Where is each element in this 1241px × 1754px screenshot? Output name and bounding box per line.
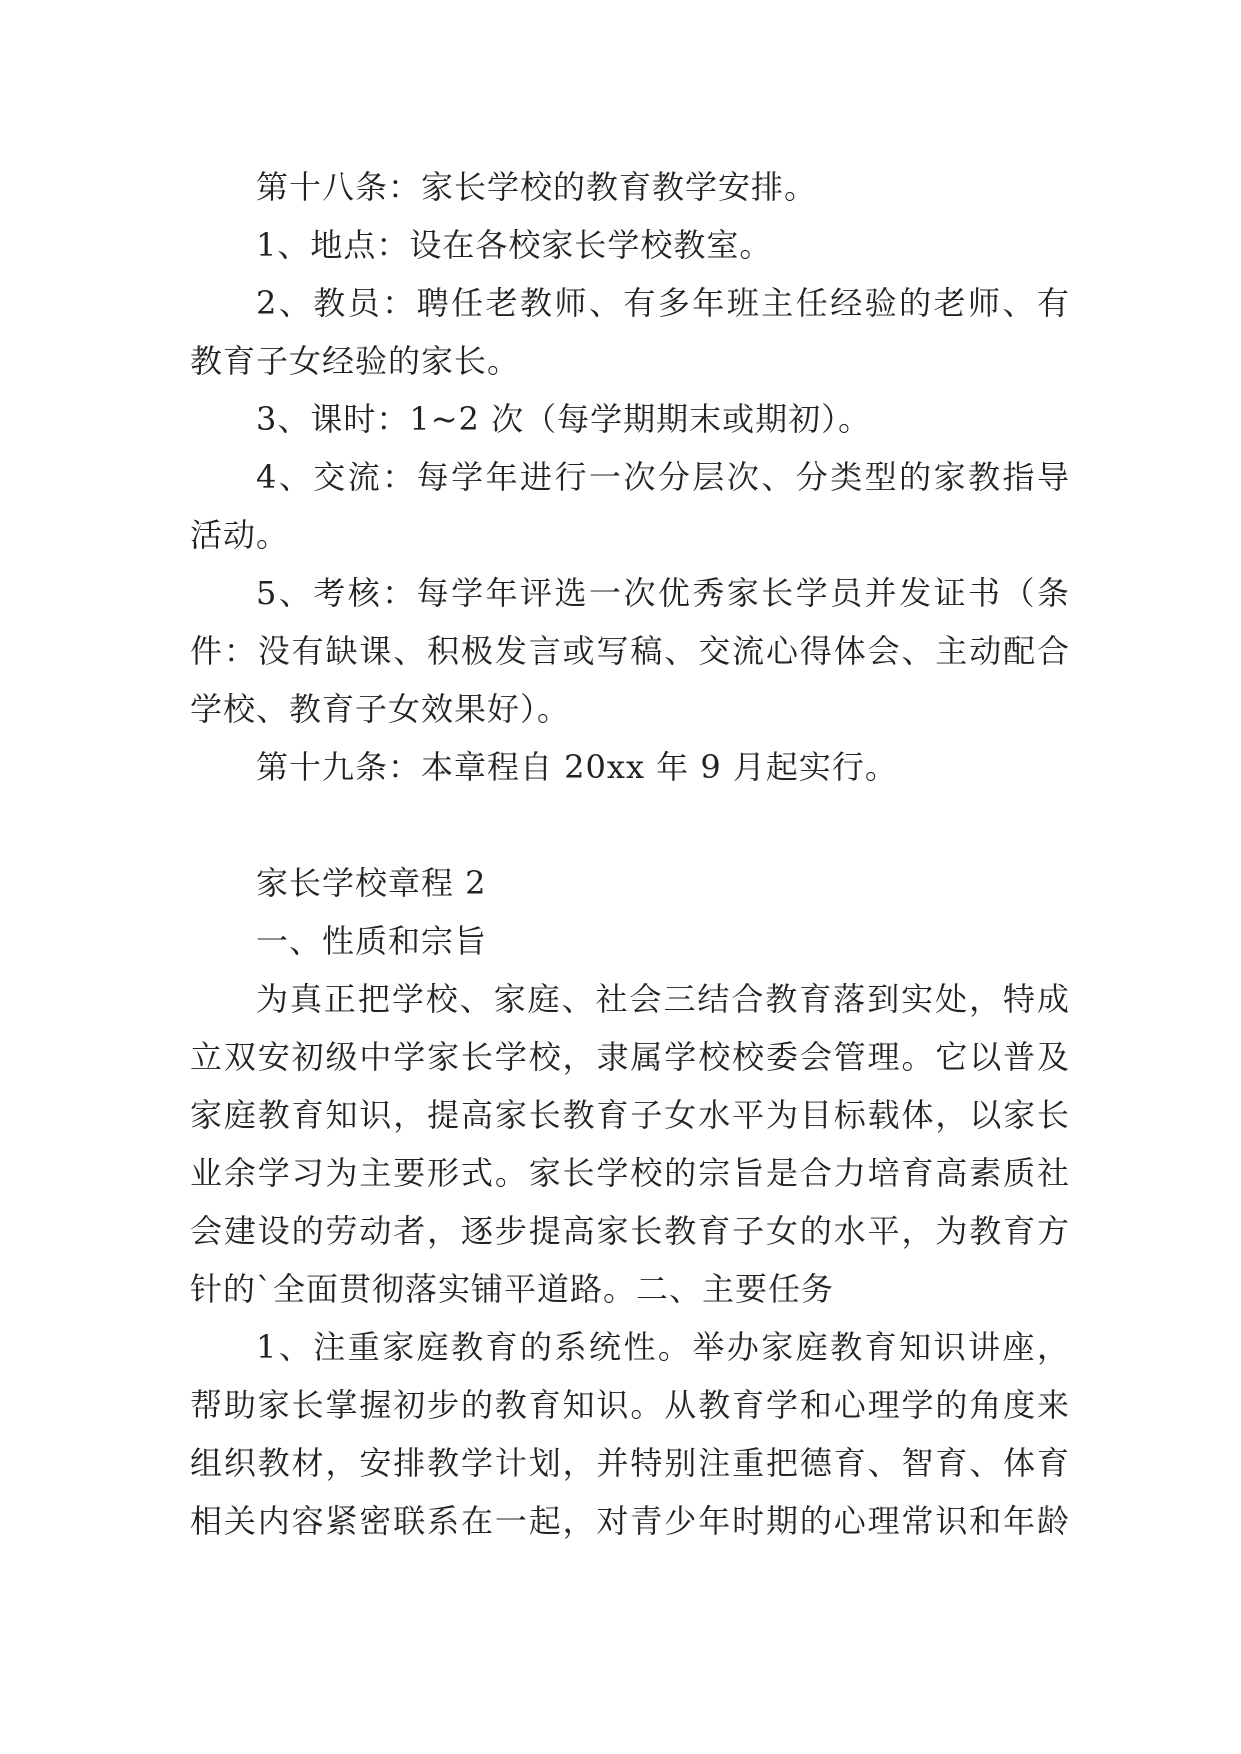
paragraph-line: 活动。: [190, 516, 290, 554]
paragraph-line: 第十九条：本章程自 20xx 年 9 月起实行。: [256, 748, 898, 786]
section-title: 家长学校章程 2: [256, 864, 487, 902]
paragraph-line: 4、交流：每学年进行一次分层次、分类型的家教指导: [256, 458, 1070, 496]
paragraph-line: 家庭教育知识，提高家长教育子女水平为目标载体，以家长: [190, 1096, 1070, 1134]
paragraph-line: 为真正把学校、家庭、社会三结合教育落到实处，特成: [256, 980, 1070, 1018]
paragraph-line: 1、地点：设在各校家长学校教室。: [256, 226, 773, 264]
paragraph-line: 件：没有缺课、积极发言或写稿、交流心得体会、主动配合: [190, 632, 1070, 670]
paragraph-line: 3、课时：1~2 次（每学期期末或期初）。: [256, 400, 872, 438]
paragraph-line: 会建设的劳动者，逐步提高家长教育子女的水平，为教育方: [190, 1212, 1070, 1250]
paragraph-line: 相关内容紧密联系在一起，对青少年时期的心理常识和年龄: [190, 1502, 1070, 1540]
paragraph-line: 帮助家长掌握初步的教育知识。从教育学和心理学的角度来: [190, 1386, 1070, 1424]
section-heading: 一、性质和宗旨: [256, 922, 488, 960]
paragraph-line: 立双安初级中学家长学校，隶属学校校委会管理。它以普及: [190, 1038, 1070, 1076]
paragraph-line: 第十八条：家长学校的教育教学安排。: [256, 168, 818, 206]
paragraph-line: 业余学习为主要形式。家长学校的宗旨是合力培育高素质社: [190, 1154, 1070, 1192]
paragraph-line: 学校、教育子女效果好）。: [190, 690, 571, 728]
paragraph-line: 针的`全面贯彻落实铺平道路。二、主要任务: [190, 1270, 835, 1308]
paragraph-line: 1、注重家庭教育的系统性。举办家庭教育知识讲座，: [256, 1328, 1070, 1366]
paragraph-line: 5、考核：每学年评选一次优秀家长学员并发证书（条: [256, 574, 1070, 612]
paragraph-line: 组织教材，安排教学计划，并特别注重把德育、智育、体育: [190, 1444, 1070, 1482]
paragraph-line: 教育子女经验的家长。: [190, 342, 521, 380]
paragraph-line: 2、教员：聘任老教师、有多年班主任经验的老师、有: [256, 284, 1070, 322]
